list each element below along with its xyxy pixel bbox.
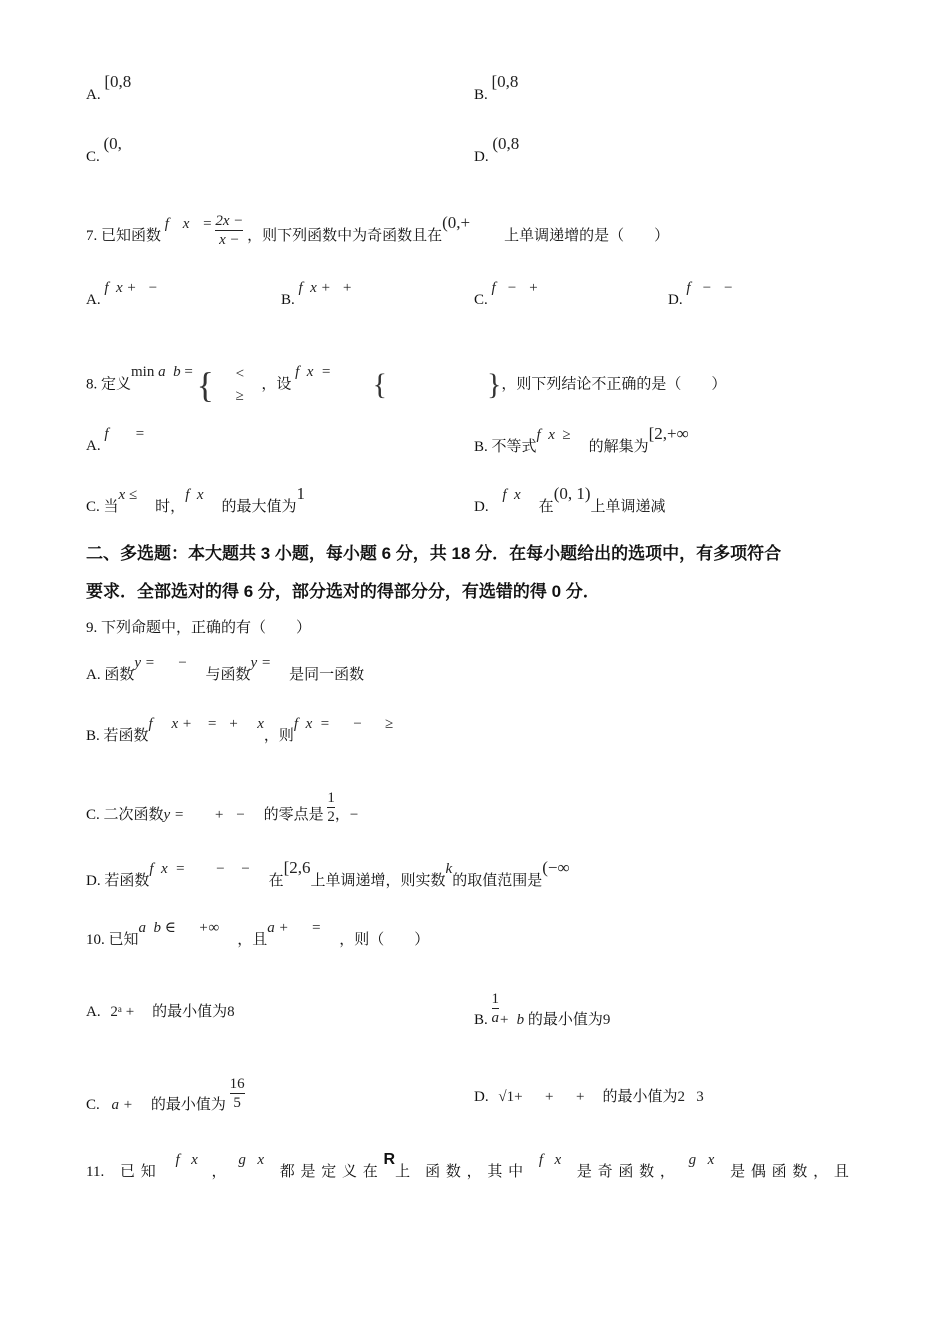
q9-number: 9. bbox=[86, 620, 98, 636]
q7-c-math: f − + bbox=[491, 280, 539, 296]
q9-a-m2: y = bbox=[250, 655, 272, 671]
q8-eq: = bbox=[184, 364, 193, 381]
q6-option-a[interactable] bbox=[86, 72, 132, 105]
q6-option-d[interactable] bbox=[474, 134, 520, 167]
q9-c-fraction bbox=[327, 789, 335, 826]
q6-option-c[interactable] bbox=[86, 134, 122, 167]
q10-m: a + = bbox=[267, 920, 322, 936]
q10-c-fnum: 16 bbox=[229, 1076, 245, 1092]
q7-numerator: 2x − bbox=[215, 213, 244, 229]
q10-option-b[interactable] bbox=[474, 991, 611, 1039]
q7-f: f bbox=[164, 215, 169, 232]
q8-d-post: 上单调递减 bbox=[590, 499, 666, 515]
q7-fraction bbox=[215, 212, 243, 249]
q6-c-math: (0, bbox=[103, 134, 122, 153]
q9-d-post: 的取值范围是 bbox=[452, 873, 543, 889]
q8-option-c[interactable] bbox=[86, 484, 306, 517]
q11-t2: 都 是 定 义 在 bbox=[279, 1164, 378, 1180]
q9-d-interval: [2,6 bbox=[283, 858, 311, 877]
q9-option-c[interactable] bbox=[86, 790, 359, 834]
q10-mid: ，且 bbox=[237, 932, 268, 948]
q8-fx: f x = bbox=[295, 364, 332, 381]
q9-b-pre: 若函数 bbox=[103, 728, 149, 744]
q8-b-interval: [2,+∞ bbox=[648, 424, 689, 443]
q8-b-label: B. bbox=[474, 439, 488, 455]
q10-d-m: √1+ + + bbox=[498, 1089, 585, 1105]
q9-d-label: D. bbox=[86, 873, 101, 889]
q8-b-math: f x ≥ bbox=[536, 427, 571, 443]
q10-a-m: 2ᵃ + bbox=[110, 1004, 135, 1020]
q10-b-label: B. bbox=[474, 1011, 488, 1028]
q8-option-b[interactable] bbox=[474, 424, 689, 457]
q8-stem bbox=[86, 363, 726, 407]
q9-c-label: C. bbox=[86, 806, 100, 823]
q10-a-label: A. bbox=[86, 1004, 101, 1020]
q9-option-b[interactable] bbox=[86, 716, 394, 746]
q9-a-mid: 与函数 bbox=[205, 667, 251, 683]
q8-set-close: } bbox=[486, 368, 502, 401]
q11-number: 11. bbox=[86, 1164, 105, 1180]
q7-c-label: C. bbox=[474, 292, 488, 308]
q6-a-label: A. bbox=[86, 87, 101, 103]
q10-a-post: 的最小值为 bbox=[152, 1004, 228, 1020]
q11-t4: 是 奇 函 数 ， bbox=[576, 1164, 675, 1180]
q8-c-cond: x ≤ bbox=[118, 487, 138, 503]
q9-d-k: k bbox=[445, 861, 453, 877]
q7-eq: = bbox=[203, 215, 212, 232]
q7-interval: (0,+ bbox=[442, 212, 471, 232]
q8-d-fx: f x bbox=[502, 487, 521, 503]
section2-heading-line2: 要求．全部选对的得 6 分，部分选对的得部分分，有选错的得 0 分． bbox=[86, 582, 600, 601]
q8-c-post: 的最大值为 bbox=[221, 499, 297, 515]
q10-c-label: C. bbox=[86, 1096, 100, 1113]
q6-d-math: (0,8 bbox=[492, 134, 520, 153]
q11-gx: g x bbox=[238, 1152, 264, 1168]
q8-option-d[interactable] bbox=[474, 484, 666, 517]
q10-a-val: 8 bbox=[227, 1004, 235, 1020]
q8-c-pre: 当 bbox=[103, 499, 119, 515]
q9-a-m1: y = − bbox=[134, 655, 188, 671]
q10-c-fraction bbox=[230, 1075, 245, 1112]
q8-option-a[interactable] bbox=[86, 426, 145, 456]
q10-b-post: 的最小值为 bbox=[527, 1011, 603, 1028]
q9-c-fden: 2 bbox=[327, 809, 335, 825]
q8-d-label: D. bbox=[474, 499, 489, 515]
q9-b-mid: ，则 bbox=[263, 728, 294, 744]
q11-t5: 是 偶 函 数 ， 且 bbox=[730, 1164, 849, 1180]
q10-c-fden: 5 bbox=[230, 1093, 245, 1112]
q9-c-fnum: 1 bbox=[327, 790, 335, 806]
q8-b-post: 的解集为 bbox=[588, 439, 649, 455]
q10-b-fnum: 1 bbox=[491, 991, 500, 1007]
q8-c-label: C. bbox=[86, 499, 100, 515]
q10-c-m: a + bbox=[111, 1096, 133, 1113]
q6-option-b[interactable] bbox=[474, 72, 519, 105]
q11-stem bbox=[86, 1151, 849, 1182]
q6-c-label: C. bbox=[86, 149, 100, 165]
q6-d-label: D. bbox=[474, 149, 489, 165]
q7-pre: 已知函数 bbox=[101, 227, 162, 244]
q8-cases bbox=[218, 363, 258, 407]
q7-stem bbox=[86, 212, 670, 255]
q8-c-val: 1 bbox=[296, 484, 306, 503]
q7-option-c[interactable] bbox=[474, 280, 539, 310]
q8-a-label: A. bbox=[86, 438, 101, 454]
q9-stem bbox=[86, 618, 311, 638]
q10-b-fden: a bbox=[491, 1010, 500, 1026]
q10-number: 10. bbox=[86, 932, 105, 948]
q8-c-mid: 时， bbox=[155, 499, 186, 515]
q7-b-math: f x + + bbox=[298, 280, 353, 296]
q9-d-mid2: 上单调递增，则实数 bbox=[310, 873, 446, 889]
q8-min: min bbox=[131, 364, 155, 381]
q7-x: x bbox=[182, 215, 190, 232]
q9-b-m1: f x + = + x bbox=[148, 716, 264, 732]
q10-post: ，则（ ） bbox=[339, 932, 430, 948]
q6-b-math: [0,8 bbox=[491, 72, 519, 91]
q9-c-pre: 二次函数 bbox=[103, 806, 164, 823]
q10-option-a[interactable] bbox=[86, 1002, 235, 1022]
section2-heading-line1: 二、多选题：本大题共 3 小题，每小题 6 分，共 18 分．在每小题给出的选项中，有多项符合 bbox=[86, 544, 782, 563]
q9-c-m1: y = + − bbox=[163, 806, 246, 823]
q8-case-ge: ≥ bbox=[235, 388, 244, 404]
q7-post: 上单调递增的是（ ） bbox=[504, 227, 670, 244]
q7-a-math: f x + − bbox=[104, 280, 158, 296]
q11-c1: ， bbox=[211, 1164, 227, 1180]
q10-b-val: 9 bbox=[602, 1011, 611, 1028]
q10-option-d[interactable] bbox=[474, 1087, 704, 1107]
q9-d-m1: f x = − − bbox=[149, 861, 251, 877]
q9-text: 下列命题中，正确的有（ ） bbox=[101, 620, 312, 636]
q10-d-val: 2 3 bbox=[677, 1089, 704, 1105]
q11-gx2: g x bbox=[688, 1152, 715, 1168]
q11-fx: f x bbox=[175, 1152, 198, 1168]
q10-d-post: 的最小值为 bbox=[602, 1089, 678, 1105]
q7-option-b[interactable] bbox=[281, 280, 353, 310]
q11-t1: 已 知 bbox=[119, 1164, 156, 1180]
q7-d-label: D. bbox=[668, 292, 683, 308]
q9-d-interval2: (−∞ bbox=[542, 858, 570, 877]
q7-a-label: A. bbox=[86, 292, 101, 308]
q6-a-math: [0,8 bbox=[104, 72, 132, 91]
q7-denominator: x − bbox=[215, 230, 243, 249]
q11-fx2: f x bbox=[538, 1152, 562, 1168]
q8-d-interval: (0, 1) bbox=[553, 484, 591, 503]
q10-option-c[interactable] bbox=[86, 1076, 245, 1124]
q10-b-m: + b bbox=[499, 1011, 525, 1028]
q11-R: R bbox=[383, 1151, 396, 1168]
q6-b-label: B. bbox=[474, 87, 488, 103]
q7-number: 7. bbox=[86, 227, 98, 244]
q8-set-open: { bbox=[372, 368, 387, 401]
q7-mid: ，则下列函数中为奇函数且在 bbox=[247, 227, 443, 244]
q8-d-pre: 在 bbox=[538, 499, 554, 515]
q9-option-a[interactable] bbox=[86, 655, 365, 685]
q7-b-label: B. bbox=[281, 292, 295, 308]
q8-c-fx: f x bbox=[185, 487, 204, 503]
q9-b-m2: f x = − ≥ bbox=[293, 716, 394, 732]
q9-c-mid: 的零点是 bbox=[263, 806, 324, 823]
q8-a-math: f = bbox=[104, 426, 145, 442]
q7-option-a[interactable] bbox=[86, 280, 158, 310]
q10-c-post: 的最小值为 bbox=[150, 1096, 226, 1113]
q10-cond: a b ∈ +∞ bbox=[138, 920, 220, 936]
q11-t3: 上 函 数 ， 其 中 bbox=[395, 1164, 524, 1180]
q10-stem bbox=[86, 920, 430, 950]
q8-ab: a b bbox=[158, 364, 181, 381]
q9-option-d[interactable] bbox=[86, 858, 570, 891]
q9-a-label: A. bbox=[86, 667, 101, 683]
q8-mid: ，设 bbox=[261, 376, 292, 393]
q8-b-pre: 不等式 bbox=[491, 439, 537, 455]
q10-b-fraction bbox=[492, 990, 500, 1027]
q9-a-post: 是同一函数 bbox=[289, 667, 365, 683]
q9-d-pre: 若函数 bbox=[104, 873, 150, 889]
q10-pre: 已知 bbox=[108, 932, 139, 948]
q9-d-mid: 在 bbox=[268, 873, 284, 889]
q8-post: ，则下列结论不正确的是（ ） bbox=[501, 376, 727, 393]
q7-d-math: f − − bbox=[686, 280, 734, 296]
q8-number: 8. bbox=[86, 376, 98, 393]
q7-option-d[interactable] bbox=[668, 280, 734, 310]
q10-d-label: D. bbox=[474, 1089, 489, 1105]
q9-b-label: B. bbox=[86, 728, 100, 744]
q8-left-brace: { bbox=[196, 365, 214, 405]
q8-pre: 定义 bbox=[101, 376, 132, 393]
q9-c-post: ，− bbox=[334, 806, 359, 823]
q8-case-lt: < bbox=[235, 366, 245, 382]
q9-a-pre: 函数 bbox=[104, 667, 135, 683]
